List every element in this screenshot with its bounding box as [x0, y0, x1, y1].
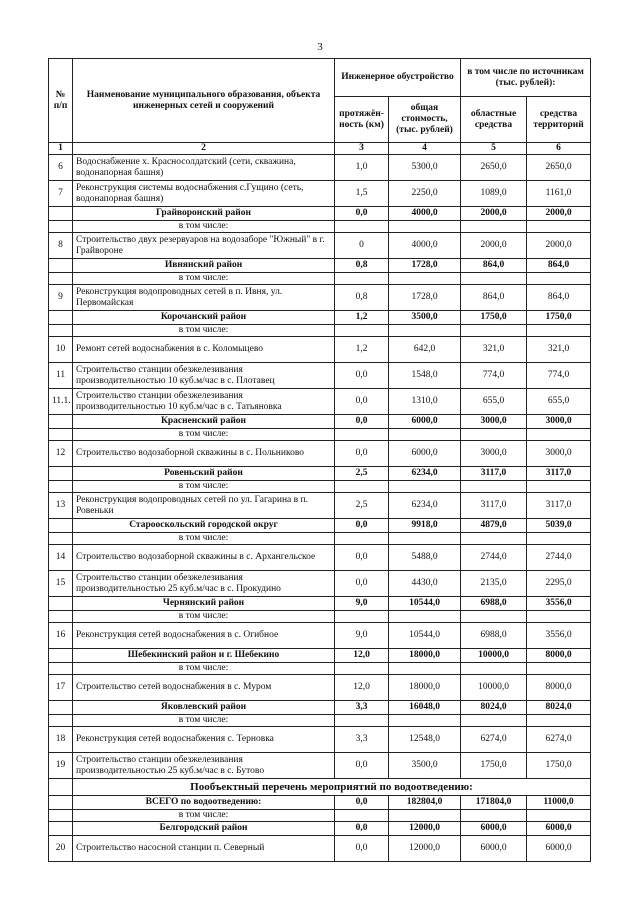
empty-cell	[389, 429, 461, 441]
row-number: 9	[49, 285, 73, 311]
table-row	[49, 389, 591, 415]
header-funding-sources: в том числе по источникам (тыс. рублей):	[461, 59, 591, 97]
group-length: 0,0	[335, 415, 389, 429]
header-total-cost: общая стоимость, (тыс. рублей)	[389, 97, 461, 143]
group-row	[49, 701, 591, 715]
row-number	[49, 715, 73, 727]
group-territory-funds: 8024,0	[527, 701, 591, 715]
row-regional-funds: 864,0	[461, 285, 527, 311]
row-length: 0,8	[335, 285, 389, 311]
column-number: 5	[461, 143, 527, 155]
row-number	[49, 519, 73, 533]
row-number	[49, 611, 73, 623]
column-number: 3	[335, 143, 389, 155]
row-number: 12	[49, 441, 73, 467]
group-length: 0,0	[335, 796, 389, 810]
group-total-cost: 182804,0	[389, 796, 461, 810]
header-territory-funds: средства территорий	[527, 97, 591, 143]
row-length: 12,0	[335, 675, 389, 701]
row-total-cost: 1310,0	[389, 389, 461, 415]
subheading-label: в том числе:	[73, 533, 335, 545]
group-territory-funds: 5039,0	[527, 519, 591, 533]
empty-cell	[389, 221, 461, 233]
row-territory-funds: 2000,0	[527, 233, 591, 259]
empty-cell	[527, 715, 591, 727]
row-territory-funds: 1750,0	[527, 753, 591, 779]
group-territory-funds: 3117,0	[527, 467, 591, 481]
group-name: Белгородский район	[73, 822, 335, 836]
row-territory-funds: 6274,0	[527, 727, 591, 753]
row-name: Реконструкция сетей водоснабжения с. Терновка	[73, 727, 335, 753]
group-row	[49, 796, 591, 810]
row-regional-funds: 1089,0	[461, 181, 527, 207]
row-number: 10	[49, 337, 73, 363]
empty-cell	[461, 273, 527, 285]
row-regional-funds: 6000,0	[461, 836, 527, 862]
column-numbers-row	[49, 143, 591, 155]
row-number: 17	[49, 675, 73, 701]
group-row	[49, 649, 591, 663]
group-territory-funds: 3556,0	[527, 597, 591, 611]
row-number	[49, 597, 73, 611]
empty-cell	[461, 611, 527, 623]
row-name: Строительство станции обезжелезивания производительностью 25 куб.м/час в с. Бутово	[73, 753, 335, 779]
group-territory-funds: 864,0	[527, 259, 591, 273]
group-length: 1,2	[335, 311, 389, 325]
row-regional-funds: 655,0	[461, 389, 527, 415]
row-total-cost: 6000,0	[389, 441, 461, 467]
column-number: 2	[73, 143, 335, 155]
row-regional-funds: 3117,0	[461, 493, 527, 519]
subheading-label: в том числе:	[73, 715, 335, 727]
empty-cell	[335, 429, 389, 441]
table-row	[49, 623, 591, 649]
row-regional-funds: 2744,0	[461, 545, 527, 571]
empty-cell	[461, 429, 527, 441]
row-name: Строительство станции обезжелезивания производительностью 25 куб.м/час в с. Прокудино	[73, 571, 335, 597]
row-total-cost: 10544,0	[389, 623, 461, 649]
row-number	[49, 311, 73, 325]
group-length: 12,0	[335, 649, 389, 663]
row-number: 15	[49, 571, 73, 597]
row-total-cost: 18000,0	[389, 675, 461, 701]
group-regional-funds: 171804,0	[461, 796, 527, 810]
group-row	[49, 415, 591, 429]
row-name: Строительство двух резервуаров на водозаборе "Южный" в г. Грайвороне	[73, 233, 335, 259]
empty-cell	[389, 481, 461, 493]
group-regional-funds: 2000,0	[461, 207, 527, 221]
group-name: Корочанский район	[73, 311, 335, 325]
row-length: 1,5	[335, 181, 389, 207]
row-regional-funds: 1750,0	[461, 753, 527, 779]
row-regional-funds: 6274,0	[461, 727, 527, 753]
group-total-cost: 18000,0	[389, 649, 461, 663]
group-regional-funds: 6000,0	[461, 822, 527, 836]
row-territory-funds: 3000,0	[527, 441, 591, 467]
row-regional-funds: 3000,0	[461, 441, 527, 467]
empty-cell	[389, 810, 461, 822]
row-regional-funds: 2135,0	[461, 571, 527, 597]
sub-row	[49, 810, 591, 822]
group-row	[49, 467, 591, 481]
row-length: 1,2	[335, 337, 389, 363]
row-number	[49, 221, 73, 233]
subheading-label: в том числе:	[73, 429, 335, 441]
group-row	[49, 597, 591, 611]
group-total-cost: 16048,0	[389, 701, 461, 715]
empty-cell	[461, 810, 527, 822]
table-row	[49, 493, 591, 519]
sub-row	[49, 663, 591, 675]
row-number	[49, 481, 73, 493]
group-territory-funds: 3000,0	[527, 415, 591, 429]
empty-cell	[461, 663, 527, 675]
row-total-cost: 5488,0	[389, 545, 461, 571]
table-row	[49, 363, 591, 389]
subheading-label: в том числе:	[73, 325, 335, 337]
row-name: Строительство водозаборной скважины в с. Польниково	[73, 441, 335, 467]
row-regional-funds: 6988,0	[461, 623, 527, 649]
row-total-cost: 12000,0	[389, 836, 461, 862]
sub-row	[49, 533, 591, 545]
group-total-cost: 9918,0	[389, 519, 461, 533]
row-length: 3,3	[335, 727, 389, 753]
group-row	[49, 311, 591, 325]
empty-cell	[389, 273, 461, 285]
row-length: 2,5	[335, 493, 389, 519]
group-regional-funds: 864,0	[461, 259, 527, 273]
group-name: Грайворонский район	[73, 207, 335, 221]
empty-cell	[461, 325, 527, 337]
row-territory-funds: 2295,0	[527, 571, 591, 597]
group-length: 0,0	[335, 519, 389, 533]
row-number: 13	[49, 493, 73, 519]
group-length: 0,0	[335, 207, 389, 221]
row-territory-funds: 864,0	[527, 285, 591, 311]
row-territory-funds: 6000,0	[527, 836, 591, 862]
empty-cell	[335, 481, 389, 493]
empty-cell	[527, 611, 591, 623]
subheading-label: в том числе:	[73, 273, 335, 285]
header-length: протяжён-ность (км)	[335, 97, 389, 143]
subheading-label: в том числе:	[73, 810, 335, 822]
row-number: 8	[49, 233, 73, 259]
row-regional-funds: 321,0	[461, 337, 527, 363]
sub-row	[49, 481, 591, 493]
empty-cell	[461, 715, 527, 727]
empty-cell	[527, 429, 591, 441]
table-row	[49, 233, 591, 259]
row-number: 7	[49, 181, 73, 207]
group-regional-funds: 10000,0	[461, 649, 527, 663]
group-territory-funds: 8000,0	[527, 649, 591, 663]
subheading-label: в том числе:	[73, 481, 335, 493]
empty-cell	[389, 715, 461, 727]
group-territory-funds: 2000,0	[527, 207, 591, 221]
row-number	[49, 415, 73, 429]
group-name: Яковлевский район	[73, 701, 335, 715]
group-row	[49, 822, 591, 836]
sub-row	[49, 221, 591, 233]
group-territory-funds: 1750,0	[527, 311, 591, 325]
empty-cell	[335, 325, 389, 337]
row-number	[49, 273, 73, 285]
empty-cell	[389, 533, 461, 545]
subheading-label: в том числе:	[73, 611, 335, 623]
row-number	[49, 701, 73, 715]
page-number: 3	[317, 41, 323, 53]
row-territory-funds: 8000,0	[527, 675, 591, 701]
group-name: ВСЕГО по водоотведению:	[73, 796, 335, 810]
row-name: Строительство станции обезжелезивания производительностью 10 куб.м/час в с. Плотавец	[73, 363, 335, 389]
header-regional-funds: областные средства	[461, 97, 527, 143]
group-regional-funds: 6988,0	[461, 597, 527, 611]
empty-cell	[335, 611, 389, 623]
row-number	[49, 533, 73, 545]
empty-cell	[335, 221, 389, 233]
row-total-cost: 3500,0	[389, 753, 461, 779]
empty-cell	[527, 533, 591, 545]
group-regional-funds: 3117,0	[461, 467, 527, 481]
table-row	[49, 441, 591, 467]
group-total-cost: 1728,0	[389, 259, 461, 273]
subheading-label: в том числе:	[73, 221, 335, 233]
empty-cell	[527, 663, 591, 675]
row-length: 0,0	[335, 571, 389, 597]
row-total-cost: 5300,0	[389, 155, 461, 181]
group-regional-funds: 1750,0	[461, 311, 527, 325]
row-territory-funds: 3117,0	[527, 493, 591, 519]
group-name: Ровеньский район	[73, 467, 335, 481]
row-number: 18	[49, 727, 73, 753]
empty-cell	[389, 663, 461, 675]
group-name: Чернянский район	[73, 597, 335, 611]
empty-cell	[389, 611, 461, 623]
row-number: 16	[49, 623, 73, 649]
group-row	[49, 519, 591, 533]
water-supply-table	[48, 58, 591, 862]
column-number: 6	[527, 143, 591, 155]
empty-cell	[335, 810, 389, 822]
subheading-label: в том числе:	[73, 663, 335, 675]
group-total-cost: 12000,0	[389, 822, 461, 836]
row-total-cost: 1548,0	[389, 363, 461, 389]
row-number: 6	[49, 155, 73, 181]
row-number	[49, 796, 73, 810]
group-total-cost: 3500,0	[389, 311, 461, 325]
row-length: 0,0	[335, 363, 389, 389]
row-total-cost: 1728,0	[389, 285, 461, 311]
group-name: Шебекинский район и г. Шебекино	[73, 649, 335, 663]
row-number: 11	[49, 363, 73, 389]
row-regional-funds: 774,0	[461, 363, 527, 389]
empty-cell	[527, 481, 591, 493]
row-number: 20	[49, 836, 73, 862]
table-row	[49, 836, 591, 862]
row-number	[49, 429, 73, 441]
section-row	[49, 779, 591, 796]
empty-cell	[527, 325, 591, 337]
header-name: Наименование муниципального образования, объекта инженерных сетей и сооружений	[73, 59, 335, 143]
row-total-cost: 2250,0	[389, 181, 461, 207]
empty-cell	[461, 221, 527, 233]
row-number: 14	[49, 545, 73, 571]
row-number	[49, 663, 73, 675]
row-length: 9,0	[335, 623, 389, 649]
row-length: 0,0	[335, 441, 389, 467]
group-row	[49, 259, 591, 273]
table-row	[49, 545, 591, 571]
row-number: 19	[49, 753, 73, 779]
column-number: 1	[49, 143, 73, 155]
sub-row	[49, 715, 591, 727]
row-length: 0,0	[335, 389, 389, 415]
row-number	[49, 810, 73, 822]
group-regional-funds: 8024,0	[461, 701, 527, 715]
group-total-cost: 10544,0	[389, 597, 461, 611]
group-name: Красненский район	[73, 415, 335, 429]
row-regional-funds: 2000,0	[461, 233, 527, 259]
sub-row	[49, 325, 591, 337]
row-number	[49, 207, 73, 221]
row-name: Реконструкция водопроводных сетей по ул. Гагарина в п. Ровеньки	[73, 493, 335, 519]
empty-cell	[335, 533, 389, 545]
row-name: Водоснабжение х. Красносолдатский (сети, скважина, водонапорная башня)	[73, 155, 335, 181]
group-total-cost: 6234,0	[389, 467, 461, 481]
empty-cell	[527, 273, 591, 285]
row-number	[49, 467, 73, 481]
group-name: Старооскольский городской округ	[73, 519, 335, 533]
table-row	[49, 571, 591, 597]
column-number: 4	[389, 143, 461, 155]
sub-row	[49, 273, 591, 285]
row-number	[49, 325, 73, 337]
empty-cell	[389, 325, 461, 337]
row-territory-funds: 321,0	[527, 337, 591, 363]
table-row	[49, 753, 591, 779]
row-total-cost: 4430,0	[389, 571, 461, 597]
row-territory-funds: 774,0	[527, 363, 591, 389]
row-number: 11.1.	[49, 389, 73, 415]
row-length: 0,0	[335, 753, 389, 779]
empty-cell	[461, 481, 527, 493]
group-length: 2,5	[335, 467, 389, 481]
row-length: 0,0	[335, 545, 389, 571]
group-length: 3,3	[335, 701, 389, 715]
row-total-cost: 642,0	[389, 337, 461, 363]
section-title: Пообъектный перечень мероприятий по водоотведению:	[73, 779, 591, 796]
row-name: Строительство насосной станции п. Северный	[73, 836, 335, 862]
header-num: № п/п	[49, 59, 73, 143]
table-row	[49, 181, 591, 207]
table-row	[49, 675, 591, 701]
empty-cell	[335, 273, 389, 285]
row-name: Реконструкция сетей водоснабжения в с. Огибное	[73, 623, 335, 649]
empty-cell	[335, 663, 389, 675]
row-name: Ремонт сетей водоснабжения в с. Коломыцево	[73, 337, 335, 363]
row-territory-funds: 2650,0	[527, 155, 591, 181]
table-row	[49, 727, 591, 753]
header-infrastructure: Инженерное обустройство	[335, 59, 461, 97]
row-name: Строительство сетей водоснабжения в с. Муром	[73, 675, 335, 701]
row-name: Строительство водозаборной скважины в с. Архангельское	[73, 545, 335, 571]
row-total-cost: 4000,0	[389, 233, 461, 259]
row-name: Реконструкция системы водоснабжения с.Гущино (сеть, водонапорная башня)	[73, 181, 335, 207]
row-total-cost: 12548,0	[389, 727, 461, 753]
row-territory-funds: 2744,0	[527, 545, 591, 571]
group-territory-funds: 6000,0	[527, 822, 591, 836]
row-length: 0	[335, 233, 389, 259]
group-length: 9,0	[335, 597, 389, 611]
row-territory-funds: 3556,0	[527, 623, 591, 649]
row-territory-funds: 655,0	[527, 389, 591, 415]
group-total-cost: 6000,0	[389, 415, 461, 429]
row-territory-funds: 1161,0	[527, 181, 591, 207]
row-regional-funds: 10000,0	[461, 675, 527, 701]
empty-cell	[527, 810, 591, 822]
group-regional-funds: 4879,0	[461, 519, 527, 533]
row-length: 0,0	[335, 836, 389, 862]
sub-row	[49, 429, 591, 441]
table-row	[49, 155, 591, 181]
row-name: Строительство станции обезжелезивания производительностью 10 куб.м/час в с. Татьяновка	[73, 389, 335, 415]
group-row	[49, 207, 591, 221]
group-territory-funds: 11000,0	[527, 796, 591, 810]
row-number	[49, 779, 73, 796]
row-length: 1,0	[335, 155, 389, 181]
row-number	[49, 822, 73, 836]
empty-cell	[335, 715, 389, 727]
group-length: 0,0	[335, 822, 389, 836]
table-row	[49, 285, 591, 311]
row-number	[49, 649, 73, 663]
group-total-cost: 4000,0	[389, 207, 461, 221]
row-total-cost: 6234,0	[389, 493, 461, 519]
group-regional-funds: 3000,0	[461, 415, 527, 429]
row-number	[49, 259, 73, 273]
row-regional-funds: 2650,0	[461, 155, 527, 181]
empty-cell	[461, 533, 527, 545]
empty-cell	[527, 221, 591, 233]
row-name: Реконструкция водопроводных сетей в п. Ивня, ул. Первомайская	[73, 285, 335, 311]
group-length: 0,8	[335, 259, 389, 273]
sub-row	[49, 611, 591, 623]
group-name: Ивнянский район	[73, 259, 335, 273]
table-row	[49, 337, 591, 363]
